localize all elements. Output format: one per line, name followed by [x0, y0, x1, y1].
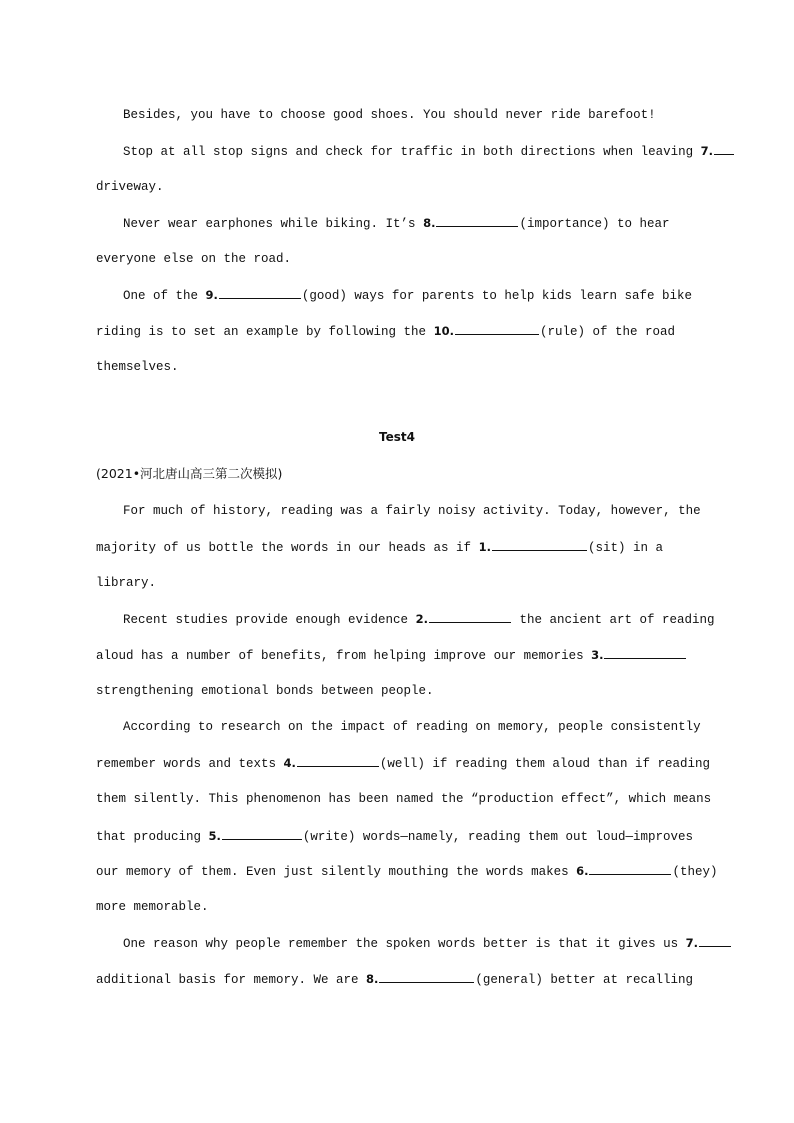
paragraph-history-end: [96, 575, 706, 591]
hint: (sit) in a: [587, 541, 663, 555]
text: Never wear earphones while biking. It’s: [123, 217, 424, 231]
paragraph-parents: [123, 287, 733, 304]
text: themselves.: [96, 360, 179, 374]
text: that producing: [96, 830, 209, 844]
paragraph-reason-cont: [96, 971, 706, 988]
question-number-8: 8.: [423, 216, 436, 230]
paragraph-shoes: [123, 107, 733, 123]
text: strengthening emotional bonds between people.: [96, 684, 434, 698]
test-source: (2021•河北唐山高三第二次模拟): [96, 466, 283, 481]
text: One of the: [123, 289, 206, 303]
paragraph-parents-end: [96, 359, 706, 375]
answer-blank-4[interactable]: [297, 755, 379, 767]
paragraph-research: [123, 719, 733, 735]
text: Recent studies provide enough evidence: [123, 613, 416, 627]
question-number-6: 6.: [576, 864, 589, 878]
text: riding is to set an example by following the: [96, 325, 434, 339]
paragraph-earphones-cont: [96, 251, 706, 267]
paragraph-research-line4: [96, 828, 706, 845]
answer-blank-6[interactable]: [589, 863, 671, 875]
answer-blank-5[interactable]: [222, 828, 302, 840]
answer-blank-8[interactable]: [436, 215, 518, 227]
text: According to research on the impact of reading on memory, people consistently: [123, 720, 701, 734]
answer-blank-2[interactable]: [429, 611, 511, 623]
text: more memorable.: [96, 900, 209, 914]
paragraph-studies: [123, 611, 733, 628]
paragraph-studies-cont: [96, 647, 706, 664]
text: driveway.: [96, 180, 164, 194]
hint: (they): [672, 865, 718, 879]
paragraph-stop-signs-cont: [96, 179, 706, 195]
hint: (well) if reading them aloud than if reading: [379, 757, 710, 771]
paragraph-parents-cont: [96, 323, 706, 340]
text: One reason why people remember the spoken words better is that it gives us: [123, 937, 686, 951]
answer-blank-9[interactable]: [219, 287, 301, 299]
paragraph-research-cont: [96, 755, 710, 772]
question-number-5: 5.: [208, 829, 221, 843]
paragraph-history: [123, 503, 733, 519]
text: remember words and texts: [96, 757, 284, 771]
answer-blank-3[interactable]: [604, 647, 686, 659]
text: Besides, you have to choose good shoes. You should never ride barefoot!: [123, 108, 656, 122]
answer-blank-1[interactable]: [492, 539, 587, 551]
question-number-4: 4.: [283, 756, 296, 770]
test-title: Test4: [379, 430, 415, 444]
paragraph-reason: [123, 935, 733, 952]
answer-blank-10[interactable]: [455, 323, 539, 335]
text: additional basis for memory. We are: [96, 973, 367, 987]
text: majority of us bottle the words in our heads as if: [96, 541, 479, 555]
question-number-10: 10.: [433, 324, 454, 338]
paragraph-research-line5: [96, 863, 718, 880]
text: the ancient art of reading: [511, 613, 715, 627]
paragraph-history-cont: [96, 539, 706, 556]
hint: (general) better at recalling: [475, 973, 693, 987]
hint: (write) words—namely, reading them out loud—improves: [302, 830, 693, 844]
question-number-7: 7.: [700, 144, 713, 158]
paragraph-stop-signs: [123, 143, 733, 160]
paragraph-earphones: [123, 215, 733, 232]
paragraph-research-line3: [96, 791, 712, 807]
question-number-2: 2.: [415, 612, 428, 626]
text: For much of history, reading was a fairly noisy activity. Today, however, the: [123, 504, 701, 518]
paragraph-research-end: [96, 899, 706, 915]
paragraph-studies-end: [96, 683, 706, 699]
hint: (importance) to hear: [519, 217, 670, 231]
question-number-9: 9.: [205, 288, 218, 302]
text: them silently. This phenomenon has been named the “production effect”, which means: [96, 792, 712, 806]
question-number-3: 3.: [591, 648, 604, 662]
text: everyone else on the road.: [96, 252, 292, 266]
text: aloud has a number of benefits, from helping improve our memories: [96, 649, 592, 663]
question-number-8b: 8.: [366, 972, 379, 986]
text: library.: [96, 576, 157, 590]
hint: (rule) of the road: [539, 325, 675, 339]
question-number-7b: 7.: [685, 936, 698, 950]
question-number-1: 1.: [478, 540, 491, 554]
text: Stop at all stop signs and check for traffic in both directions when leaving: [123, 145, 701, 159]
hint: (good) ways for parents to help kids learn safe bike: [301, 289, 692, 303]
answer-blank-8b[interactable]: [379, 971, 474, 983]
text: our memory of them. Even just silently mouthing the words makes: [96, 865, 577, 879]
answer-blank-7[interactable]: [714, 143, 734, 155]
answer-blank-7b[interactable]: [699, 935, 731, 947]
